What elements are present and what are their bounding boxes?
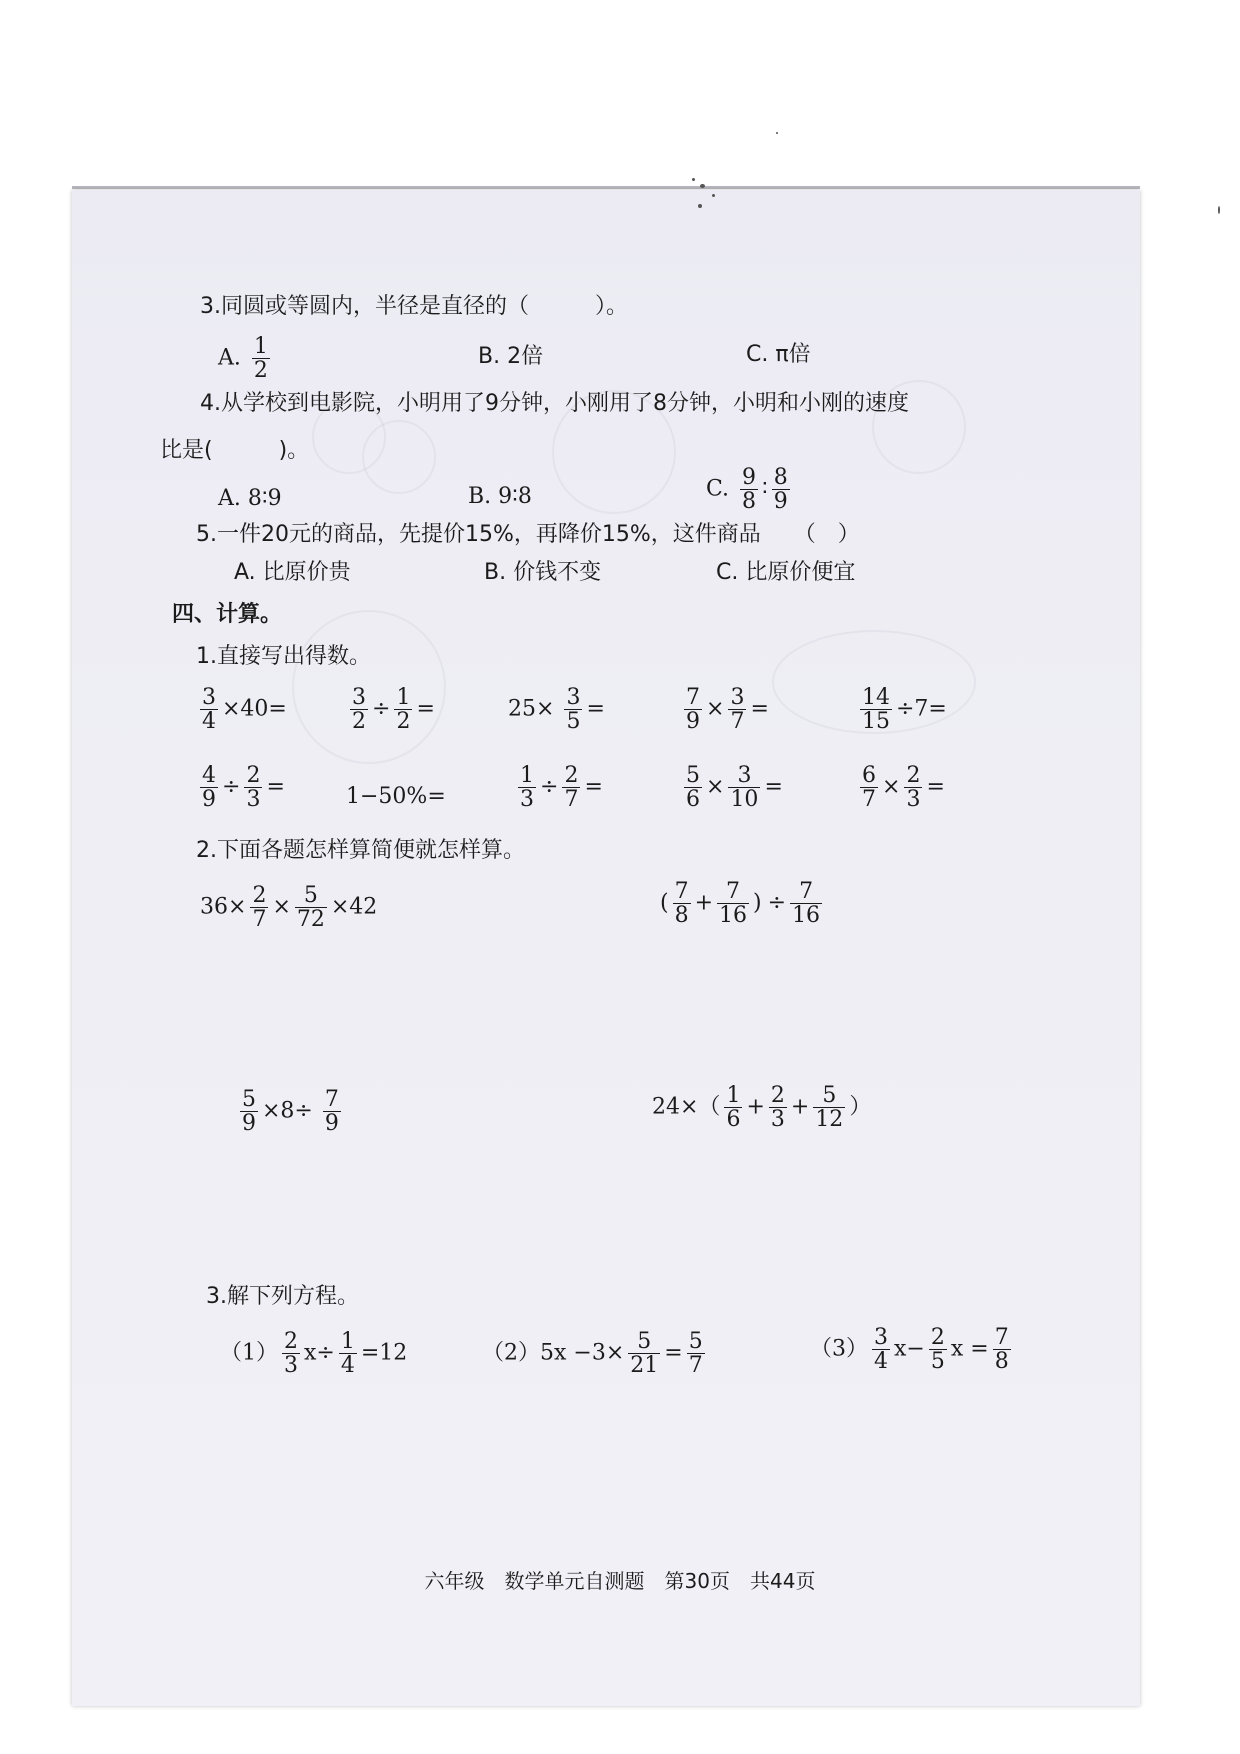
expr-tail: = <box>926 774 945 800</box>
fraction: $\frac{4}{9}$ <box>202 763 216 813</box>
q4-option-b[interactable]: B. 9∶8 <box>468 484 532 509</box>
expr-middle: x− <box>894 1336 925 1362</box>
q3-option-a[interactable] <box>218 335 274 382</box>
expr-head: 24×（ <box>652 1094 721 1120</box>
fraction: $\frac{3}{5}$ <box>566 685 581 735</box>
expr-tail: ÷7= <box>896 696 947 722</box>
page-footer: 六年级 数学单元自测题 第30页 共44页 <box>424 1569 816 1593</box>
oral-calc-9 <box>680 764 783 811</box>
operator: ÷ <box>372 696 391 722</box>
oral-calc-5 <box>856 686 947 733</box>
expr-tail: ×42 <box>330 894 378 920</box>
ratio-sign: ∶ <box>762 476 768 502</box>
expr-middle: = <box>664 1340 683 1366</box>
fraction: $\frac{3}{7}$ <box>730 685 745 735</box>
fraction: $\frac{5}{72}$ <box>296 883 325 933</box>
fraction: $\frac{6}{7}$ <box>862 763 876 813</box>
expr-middle: ×8÷ <box>262 1098 313 1124</box>
fraction: $\frac{9}{8}$ <box>742 465 757 515</box>
fraction: $\frac{2}{7}$ <box>252 883 267 933</box>
oral-calc-7: 1−50%= <box>346 784 446 809</box>
fraction: $\frac{2}{3}$ <box>284 1329 298 1379</box>
fraction: $\frac{1}{2}$ <box>396 685 411 735</box>
oral-calc-2 <box>346 686 435 733</box>
paper-top-edge <box>72 186 1140 189</box>
q5-stem: 5.一件20元的商品，先提价15%，再降价15%，这件商品 （ ） <box>196 522 860 547</box>
equation-label: （1） <box>220 1340 278 1366</box>
oral-calc-8 <box>514 764 603 811</box>
expr-middle: x÷ <box>304 1340 335 1366</box>
q3-option-c[interactable]: C. π倍 <box>746 342 811 367</box>
equation-label: （2） <box>482 1340 540 1366</box>
q5-option-a[interactable]: A. 比原价贵 <box>234 560 351 585</box>
expr-head: 5x −3× <box>540 1340 625 1366</box>
q4-stem-line2: 比是( )。 <box>160 438 310 463</box>
fraction: $\frac{8}{9}$ <box>773 465 788 515</box>
q5-option-b[interactable]: B. 价钱不变 <box>484 560 602 585</box>
operator: ÷ <box>222 774 241 800</box>
equation-2 <box>482 1330 709 1377</box>
fraction: $\frac{5}{21}$ <box>630 1329 659 1379</box>
fraction: $\frac{7}{8}$ <box>994 1325 1009 1375</box>
equation-1 <box>220 1330 407 1377</box>
expr-head: 36× <box>200 894 247 920</box>
fraction: $\frac{7}{16}$ <box>719 879 748 929</box>
expr-tail: =12 <box>360 1340 408 1366</box>
expr-tail: = <box>764 774 783 800</box>
operator: ÷ <box>767 890 787 916</box>
exam-sheet <box>72 190 1140 1706</box>
fraction: $\frac{1}{4}$ <box>340 1329 355 1379</box>
paren: ） <box>849 1094 872 1120</box>
oral-calc-3 <box>508 686 605 733</box>
equation-3 <box>810 1326 1015 1373</box>
operator: × <box>272 894 291 920</box>
paren: ( <box>660 890 669 916</box>
fraction: $\frac{3}{4}$ <box>874 1325 888 1375</box>
expr-tail: = <box>416 696 435 722</box>
fraction: $\frac{5}{7}$ <box>688 1329 703 1379</box>
fraction: $\frac{3}{10}$ <box>730 763 759 813</box>
expr-tail: = <box>584 774 603 800</box>
operator: ÷ <box>540 774 559 800</box>
fraction: $\frac{7}{16}$ <box>792 879 821 929</box>
q3-option-a-label: A. <box>218 345 241 371</box>
q4-stem-line1: 4.从学校到电影院，小明用了9分钟，小刚用了8分钟，小明和小刚的速度 <box>200 391 909 416</box>
fraction: $\frac{1}{6}$ <box>726 1083 741 1133</box>
simplify-1 <box>200 884 377 931</box>
fraction: $\frac{14}{15}$ <box>862 685 890 735</box>
operator: + <box>746 1094 765 1120</box>
q4-option-c[interactable] <box>706 466 794 513</box>
scan-speck <box>776 132 778 134</box>
fraction: $\frac{3}{2}$ <box>352 685 366 735</box>
fraction: $\frac{5}{9}$ <box>242 1087 256 1137</box>
q3-option-a-fraction: $\frac{1}{2}$ <box>253 334 268 384</box>
expr-tail: = <box>266 774 285 800</box>
fraction: $\frac{7}{9}$ <box>324 1087 339 1137</box>
fraction: $\frac{2}{7}$ <box>564 763 579 813</box>
oral-calc-10 <box>856 764 945 811</box>
q4-option-a[interactable]: A. 8∶9 <box>218 486 282 511</box>
scan-speck <box>712 194 715 197</box>
expr-tail: = <box>586 696 605 722</box>
fraction: $\frac{2}{3}$ <box>906 763 921 813</box>
fraction: $\frac{2}{5}$ <box>930 1325 945 1375</box>
fraction: $\frac{3}{4}$ <box>202 685 216 735</box>
q3-option-b[interactable]: B. 2倍 <box>478 344 544 369</box>
operator: × <box>706 774 725 800</box>
oral-calc-1 <box>196 686 287 733</box>
expr-tail: x = <box>950 1336 989 1362</box>
fraction: $\frac{7}{8}$ <box>674 879 689 929</box>
equation-label: （3） <box>810 1336 868 1362</box>
scan-speck <box>700 184 705 188</box>
simplify-4 <box>652 1084 871 1131</box>
simplify-3 <box>236 1088 345 1135</box>
simplify-2 <box>660 880 826 927</box>
fraction: $\frac{1}{3}$ <box>520 763 534 813</box>
section-4-title: 四、计算。 <box>172 602 283 627</box>
q3-stem: 3.同圆或等圆内，半径是直径的（ ）。 <box>200 294 628 319</box>
fraction: $\frac{5}{12}$ <box>815 1083 844 1133</box>
expr-tail: ×40= <box>222 696 287 722</box>
oral-calc-4 <box>680 686 769 733</box>
oral-calc-6 <box>196 764 285 811</box>
operator: × <box>706 696 725 722</box>
fraction: $\frac{7}{9}$ <box>686 685 700 735</box>
fraction: $\frac{2}{3}$ <box>770 1083 785 1133</box>
paren: ) <box>753 890 762 916</box>
operator: + <box>790 1094 810 1120</box>
fraction: $\frac{5}{6}$ <box>686 763 700 813</box>
scan-speck <box>698 204 702 208</box>
scan-speck <box>1218 206 1220 214</box>
part-3-title: 3.解下列方程。 <box>206 1284 359 1309</box>
q5-option-c[interactable]: C. 比原价便宜 <box>716 560 856 585</box>
q4-option-c-label: C. <box>706 476 730 502</box>
part-1-title: 1.直接写出得数。 <box>196 644 371 669</box>
scan-speck <box>692 178 695 181</box>
operator: + <box>694 890 714 916</box>
operator: × <box>882 774 901 800</box>
fraction: $\frac{2}{3}$ <box>246 763 261 813</box>
expr-head: 25× <box>508 696 555 722</box>
expr-tail: = <box>750 696 769 722</box>
part-2-title: 2.下面各题怎样算简便就怎样算。 <box>196 838 525 863</box>
